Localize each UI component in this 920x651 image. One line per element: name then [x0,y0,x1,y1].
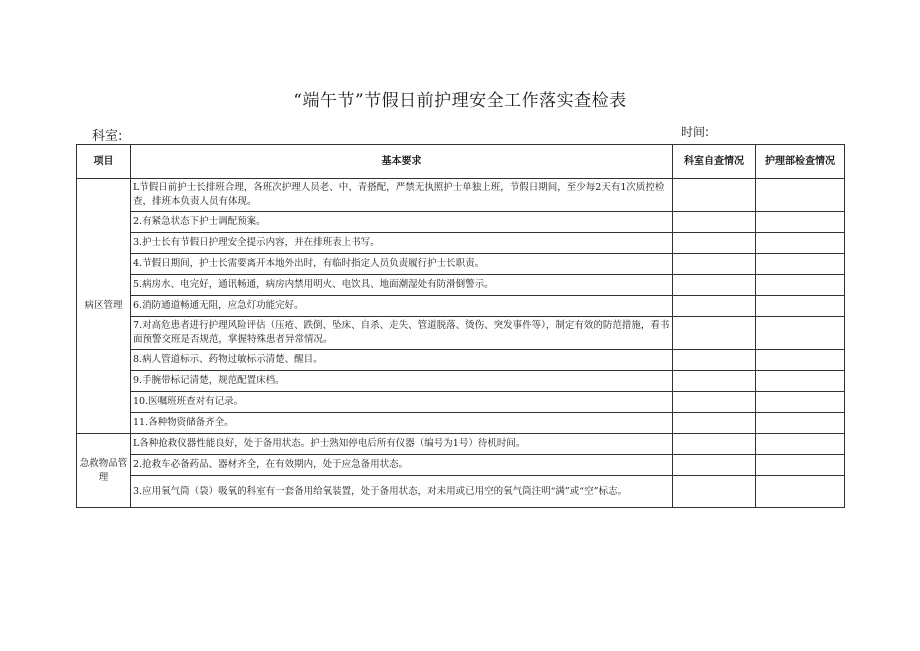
nursing-check-cell[interactable] [756,455,845,476]
table-row [77,455,845,476]
nursing-check-cell[interactable] [756,233,845,254]
header-item: 项目 [77,145,131,179]
requirement-cell: 9.手腕带标记清楚，规范配置床档。 [131,371,673,392]
self-check-cell[interactable] [673,254,756,275]
self-check-cell[interactable] [673,179,756,212]
self-check-cell[interactable] [673,233,756,254]
category-ward-management: 病区管理 [77,179,131,434]
requirement-cell: 11.各种物资储备齐全。 [131,413,673,434]
self-check-cell[interactable] [673,371,756,392]
self-check-cell[interactable] [673,275,756,296]
nursing-check-cell[interactable] [756,179,845,212]
nursing-check-cell[interactable] [756,371,845,392]
self-check-cell[interactable] [673,350,756,371]
requirement-cell: 5.病房水、电完好，通讯畅通，病房内禁用明火、电饮具、地面潮湿处有防滑倒警示。 [131,275,673,296]
department-label: 科室: [92,129,123,144]
table-row [77,179,845,212]
table-header-row [77,145,845,179]
table-row [77,350,845,371]
requirement-cell: L各种抢救仪器性能良好，处于备用状态。护士熟知停电后所有仪器（编号为1号）待机时间。 [131,434,673,455]
table-row [77,212,845,233]
nursing-check-cell[interactable] [756,350,845,371]
category-emergency-supplies: 急救物品管理 [77,434,131,508]
requirement-cell: 10.医嘱班班查对有记录。 [131,392,673,413]
requirement-cell: 6.消防通道畅通无阻，应急灯功能完好。 [131,296,673,317]
table-row [77,233,845,254]
requirement-cell: 4.节假日期间，护士长需要离开本地外出时，有临时指定人员负责履行护士长职责。 [131,254,673,275]
self-check-cell[interactable] [673,413,756,434]
table-row [77,254,845,275]
nursing-check-cell[interactable] [756,317,845,350]
nursing-check-cell[interactable] [756,476,845,508]
checklist-table [76,144,845,508]
self-check-cell[interactable] [673,434,756,455]
nursing-check-cell[interactable] [756,392,845,413]
requirement-cell: 2.有紧急状态下护士调配预案。 [131,212,673,233]
header-requirement: 基本要求 [131,145,673,179]
table-row [77,434,845,455]
table-row [77,476,845,508]
table-row [77,275,845,296]
nursing-check-cell[interactable] [756,275,845,296]
nursing-check-cell[interactable] [756,413,845,434]
header-nursing-check: 护理部检查情况 [756,145,845,179]
self-check-cell[interactable] [673,476,756,508]
table-row [77,371,845,392]
requirement-cell: L节假日前护士长排班合理，各班次护理人员老、中、青搭配，严禁无执照护士单独上班，节假日期间，至少每2天有1次质控检查，排班本负责人员有体现。 [131,179,673,212]
requirement-cell: 3.应用氧气筒（袋）吸氧的科室有一套备用给氧装置，处于备用状态，对未用或已用空的氧气筒注明“满”或“空”标志。 [131,476,673,508]
table-row [77,296,845,317]
self-check-cell[interactable] [673,392,756,413]
nursing-check-cell[interactable] [756,434,845,455]
requirement-cell: 8.病人管道标示、药物过敏标示清楚、醒目。 [131,350,673,371]
header-self-check: 科室自查情况 [673,145,756,179]
self-check-cell[interactable] [673,455,756,476]
page-title: “端午节”节假日前护理安全工作落实查检表 [293,91,627,111]
table-row [77,317,845,350]
requirement-cell: 3.护士长有节假日护理安全提示内容，并在排班表上书写。 [131,233,673,254]
requirement-cell: 2.抢救车必备药品、器材齐全，在有效期内，处于应急备用状态。 [131,455,673,476]
self-check-cell[interactable] [673,317,756,350]
nursing-check-cell[interactable] [756,254,845,275]
nursing-check-cell[interactable] [756,212,845,233]
self-check-cell[interactable] [673,296,756,317]
time-label: 时间: [681,125,710,139]
table-row [77,413,845,434]
table-row [77,392,845,413]
self-check-cell[interactable] [673,212,756,233]
requirement-cell: 7.对高危患者进行护理风险评估（压疮、跌倒、坠床、自杀、走失、管道脱落、烫伤、突发事件等），制定有效的防范措施，看书面预警交班是否规范，掌握特殊患者异常情况。 [131,317,673,350]
nursing-check-cell[interactable] [756,296,845,317]
